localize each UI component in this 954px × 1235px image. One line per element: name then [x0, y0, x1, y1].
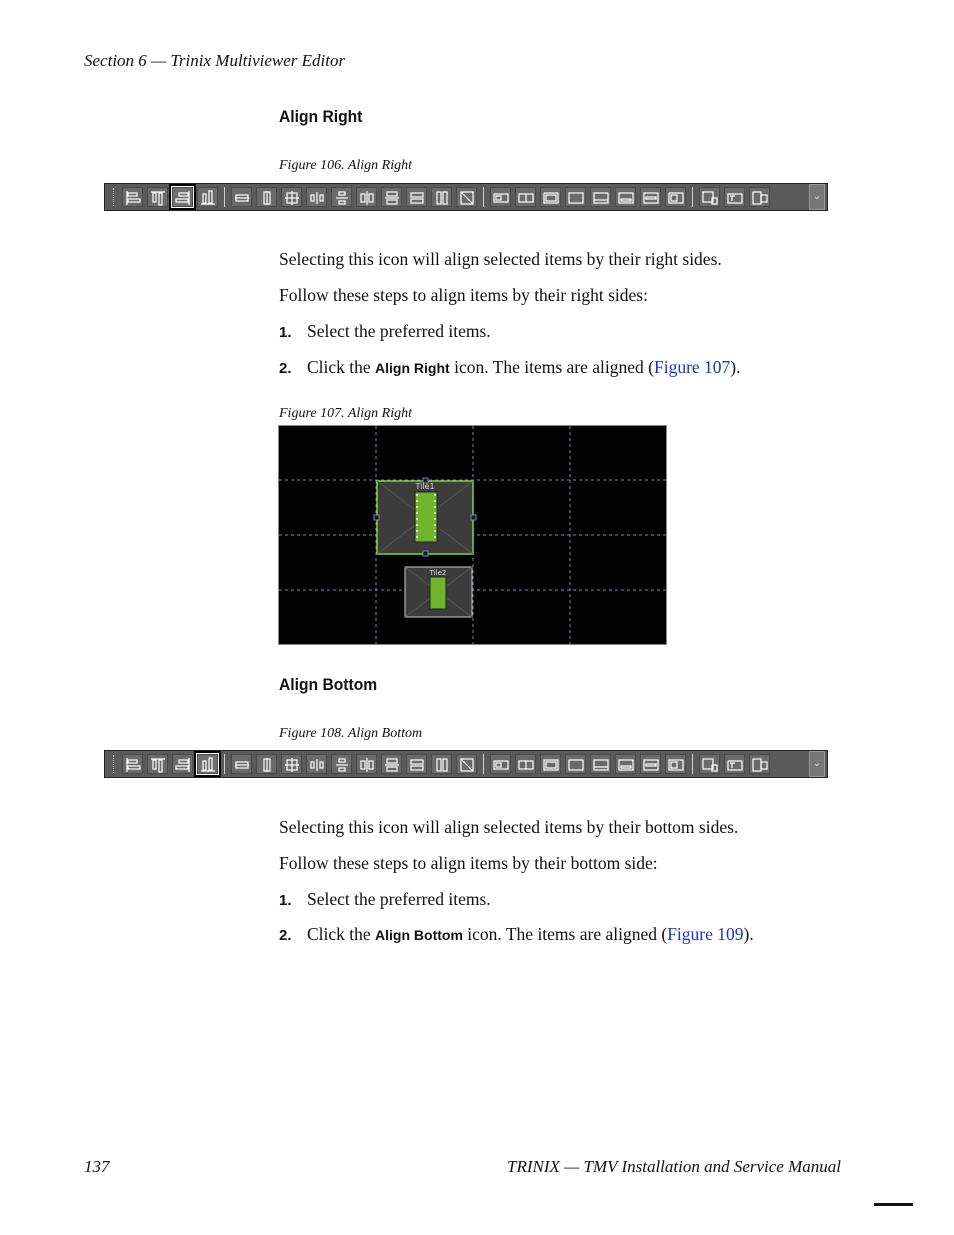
same-size-icon	[459, 190, 475, 206]
section-heading-align-bottom: Align Bottom	[279, 675, 378, 694]
same-width-button[interactable]	[406, 754, 427, 774]
distribute-horizontal-button[interactable]	[306, 187, 327, 207]
align-bottom-step-2	[279, 924, 754, 945]
distribute-vertical-icon	[334, 757, 350, 773]
layout-3-icon	[543, 757, 559, 773]
same-size-button[interactable]	[456, 187, 477, 207]
align-left-button[interactable]	[122, 754, 143, 774]
same-height-button[interactable]	[431, 754, 452, 774]
tile-1[interactable]	[374, 478, 476, 556]
align-top-icon	[150, 190, 166, 206]
toolbar-grip[interactable]	[113, 188, 118, 206]
step-number: 2.	[279, 360, 292, 377]
running-header: Section 6 — Trinix Multiviewer Editor	[84, 51, 346, 70]
space-horizontal-icon	[359, 190, 375, 206]
space-horizontal-icon	[359, 757, 375, 773]
layout-8-button[interactable]	[665, 187, 686, 207]
align-top-button[interactable]	[147, 754, 168, 774]
center-both-button[interactable]	[281, 187, 302, 207]
layout-2-icon	[518, 757, 534, 773]
layout-4-button[interactable]	[565, 187, 586, 207]
layout-1-icon	[493, 757, 509, 773]
figure-108-toolbar	[104, 750, 828, 778]
space-horizontal-button[interactable]	[356, 754, 377, 774]
export-icon	[752, 757, 768, 773]
text-tile-button[interactable]	[699, 754, 720, 774]
toolbar-separator	[224, 754, 225, 774]
step-text: ).	[730, 357, 741, 377]
space-horizontal-button[interactable]	[356, 187, 377, 207]
layout-7-button[interactable]	[640, 187, 661, 207]
tile-2[interactable]	[405, 567, 472, 617]
align-bottom-icon	[200, 190, 216, 206]
figure-107-canvas	[278, 425, 667, 645]
export-button[interactable]	[749, 187, 770, 207]
distribute-vertical-button[interactable]	[331, 754, 352, 774]
toolbar-overflow-chevron-icon[interactable]: ⌄	[809, 184, 825, 210]
tile-2-label: Tile2	[429, 569, 447, 577]
layout-2-button[interactable]	[515, 754, 536, 774]
align-right-button[interactable]	[172, 187, 193, 207]
center-vertical-icon	[259, 190, 275, 206]
layout-8-button[interactable]	[665, 754, 686, 774]
step-text: Select the preferred items.	[307, 889, 491, 909]
center-both-icon	[284, 190, 300, 206]
same-size-icon	[459, 757, 475, 773]
layout-5-icon	[593, 190, 609, 206]
layout-4-icon	[568, 757, 584, 773]
align-bottom-intro: Follow these steps to align items by their bottom side:	[279, 853, 658, 873]
tally-icon	[727, 757, 743, 773]
layout-6-icon	[618, 190, 634, 206]
layout-5-button[interactable]	[590, 754, 611, 774]
align-bottom-icon	[200, 757, 216, 773]
layout-3-button[interactable]	[540, 187, 561, 207]
same-size-button[interactable]	[456, 754, 477, 774]
align-bottom-description: Selecting this icon will align selected items by their bottom sides.	[279, 817, 739, 837]
align-bottom-button[interactable]	[197, 187, 218, 207]
text-tile-icon	[702, 757, 718, 773]
layout-4-button[interactable]	[565, 754, 586, 774]
toolbar-grip[interactable]	[113, 755, 118, 773]
layout-5-button[interactable]	[590, 187, 611, 207]
ui-label-align-right: Align Right	[375, 360, 450, 376]
center-horizontal-icon	[234, 757, 250, 773]
figure-107-caption: Figure 107. Align Right	[279, 406, 412, 421]
center-vertical-icon	[259, 757, 275, 773]
center-both-button[interactable]	[281, 754, 302, 774]
text-tile-icon	[702, 190, 718, 206]
layout-7-icon	[643, 190, 659, 206]
layout-7-button[interactable]	[640, 754, 661, 774]
figure-107-link[interactable]: Figure 107	[653, 357, 731, 377]
distribute-horizontal-icon	[309, 190, 325, 206]
tile-1-label: Tile1	[415, 482, 435, 491]
manual-title: TRINIX — TMV Installation and Service Manual	[507, 1157, 841, 1176]
layout-1-button[interactable]	[490, 187, 511, 207]
align-bottom-button[interactable]	[197, 754, 218, 774]
text-tile-button[interactable]	[699, 187, 720, 207]
align-left-icon	[125, 190, 141, 206]
layout-5-icon	[593, 757, 609, 773]
align-right-description: Selecting this icon will align selected items by their right sides.	[279, 249, 722, 269]
layout-7-icon	[643, 757, 659, 773]
page-number: 137	[84, 1157, 110, 1176]
step-number: 1.	[279, 324, 292, 341]
align-right-button[interactable]	[172, 754, 193, 774]
layout-8-icon	[668, 190, 684, 206]
toolbar-separator	[224, 187, 225, 207]
export-button[interactable]	[749, 754, 770, 774]
align-top-button[interactable]	[147, 187, 168, 207]
step-text: Click the	[307, 357, 376, 377]
layout-6-icon	[618, 757, 634, 773]
figure-109-link[interactable]: Figure 109	[667, 924, 744, 944]
center-horizontal-button[interactable]	[231, 187, 252, 207]
layout-2-icon	[518, 190, 534, 206]
layout-8-icon	[668, 757, 684, 773]
step-number: 2.	[279, 927, 292, 944]
align-bottom-step-1	[279, 889, 491, 910]
center-vertical-button[interactable]	[256, 187, 277, 207]
ui-label-align-bottom: Align Bottom	[375, 927, 463, 943]
center-horizontal-button[interactable]	[231, 754, 252, 774]
space-vertical-icon	[384, 190, 400, 206]
figure-108-caption: Figure 108. Align Bottom	[279, 726, 423, 741]
layout-1-icon	[493, 190, 509, 206]
toolbar-separator	[483, 754, 484, 774]
step-number: 1.	[279, 892, 292, 909]
align-left-icon	[125, 757, 141, 773]
center-horizontal-icon	[234, 190, 250, 206]
distribute-horizontal-icon	[309, 757, 325, 773]
toolbar-separator	[483, 187, 484, 207]
distribute-horizontal-button[interactable]	[306, 754, 327, 774]
tally-icon	[727, 190, 743, 206]
layout-4-icon	[568, 190, 584, 206]
align-right-step-1	[279, 321, 491, 342]
layout-3-button[interactable]	[540, 754, 561, 774]
step-text: Click the	[307, 924, 376, 944]
export-icon	[752, 190, 768, 206]
distribute-vertical-icon	[334, 190, 350, 206]
same-width-icon	[409, 190, 425, 206]
align-left-button[interactable]	[122, 187, 143, 207]
footer-rule	[874, 1203, 913, 1206]
toolbar-separator	[692, 187, 693, 207]
layout-2-button[interactable]	[515, 187, 536, 207]
step-text: icon. The items are aligned (	[462, 924, 668, 944]
space-vertical-button[interactable]	[381, 754, 402, 774]
same-height-icon	[434, 757, 450, 773]
same-height-button[interactable]	[431, 187, 452, 207]
canvas-grid	[279, 426, 666, 644]
align-right-icon	[175, 757, 191, 773]
space-vertical-icon	[384, 757, 400, 773]
toolbar-overflow-chevron-icon[interactable]: ⌄	[809, 751, 825, 777]
same-height-icon	[434, 190, 450, 206]
tally-button[interactable]	[724, 187, 745, 207]
align-right-icon	[175, 190, 191, 206]
align-top-icon	[150, 757, 166, 773]
layout-6-button[interactable]	[615, 187, 636, 207]
tally-button[interactable]	[724, 754, 745, 774]
section-heading-align-right: Align Right	[279, 107, 363, 126]
figure-106-caption: Figure 106. Align Right	[279, 158, 412, 173]
layout-3-icon	[543, 190, 559, 206]
center-vertical-button[interactable]	[256, 754, 277, 774]
align-right-step-2	[279, 357, 741, 378]
align-right-intro: Follow these steps to align items by their right sides:	[279, 285, 648, 305]
layout-6-button[interactable]	[615, 754, 636, 774]
same-width-button[interactable]	[406, 187, 427, 207]
distribute-vertical-button[interactable]	[331, 187, 352, 207]
space-vertical-button[interactable]	[381, 187, 402, 207]
center-both-icon	[284, 757, 300, 773]
figure-106-toolbar	[104, 183, 828, 211]
layout-1-button[interactable]	[490, 754, 511, 774]
same-width-icon	[409, 757, 425, 773]
step-text: Select the preferred items.	[307, 321, 491, 341]
step-text: icon. The items are aligned (	[449, 357, 654, 377]
toolbar-separator	[692, 754, 693, 774]
step-text: ).	[743, 924, 754, 944]
